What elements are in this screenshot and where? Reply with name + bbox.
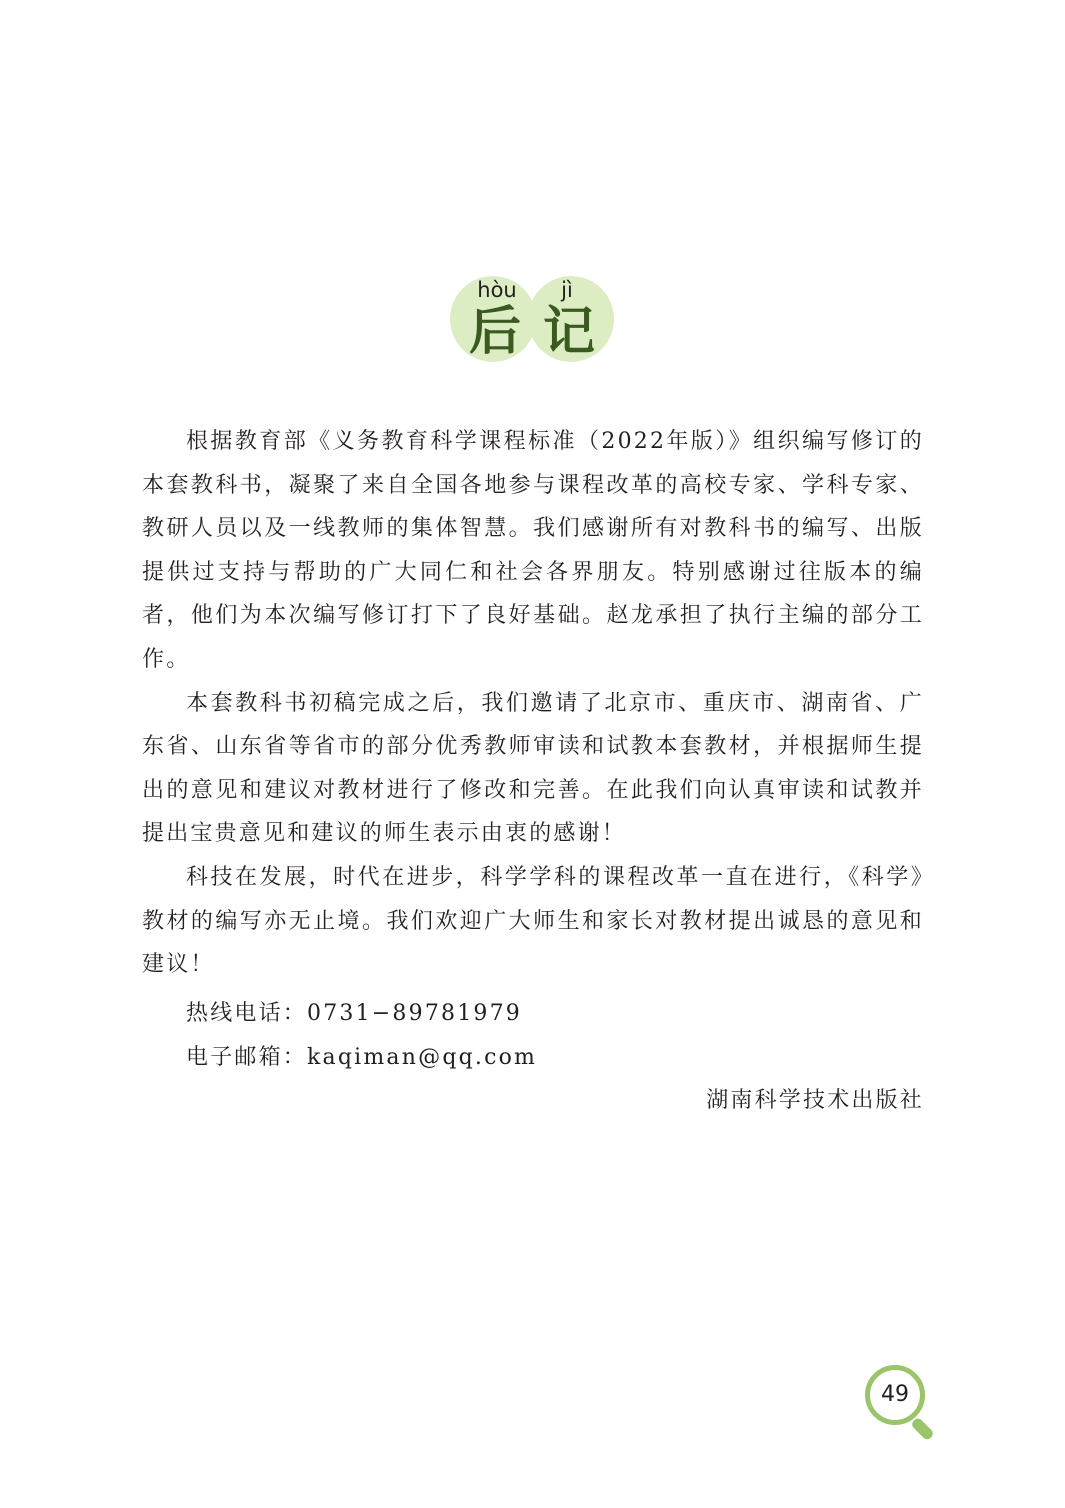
paragraph-feedback: 科技在发展，时代在进步，科学学科的课程改革一直在进行，《科学》教材的编写亦无止境。我们欢迎广大师生和家长对教材提出诚恳的意见和建议！ (142, 864, 924, 978)
title-char-hou: 后 (468, 302, 521, 362)
page-number: 49 (881, 1382, 909, 1407)
magnifier-icon (865, 1365, 945, 1445)
email-text: 电子邮箱：kaqiman@qq.com (186, 1045, 538, 1070)
title-pinyin-ji: jì (561, 278, 573, 302)
paragraph-acknowledgement: 根据教育部《义务教育科学课程标准（2022年版）》组织编写修订的本套教科书，凝聚了来自全国各地参与课程改革的高校专家、学科专家、教研人员以及一线教师的集体智慧。我们感谢所有对教科书的编写、出版提供过支持与帮助的广大同仁和社会各界朋友。特别感谢过往版本的编者，他们为本次编写修订打下了良好基础。赵龙承担了执行主编的部分工作。 (142, 429, 924, 672)
title-char-ji: 记 (542, 302, 595, 362)
hotline-text: 热线电话：0731−89781979 (186, 1001, 522, 1026)
page-title (450, 276, 616, 364)
publisher-name: 湖南科学技术出版社 (706, 1088, 924, 1113)
afterword-body (142, 420, 924, 987)
paragraph-trial-teaching: 本套教科书初稿完成之后，我们邀请了北京市、重庆市、湖南省、广东省、山东省等省市的部分优秀教师审读和试教本套教材，并根据师生提出的意见和建议对教材进行了修改和完善。在此我们向认真审读和试教并提出宝贵意见和建议的师生表示由衷的感谢！ (142, 690, 924, 847)
title-pinyin-hou: hòu (477, 278, 517, 302)
